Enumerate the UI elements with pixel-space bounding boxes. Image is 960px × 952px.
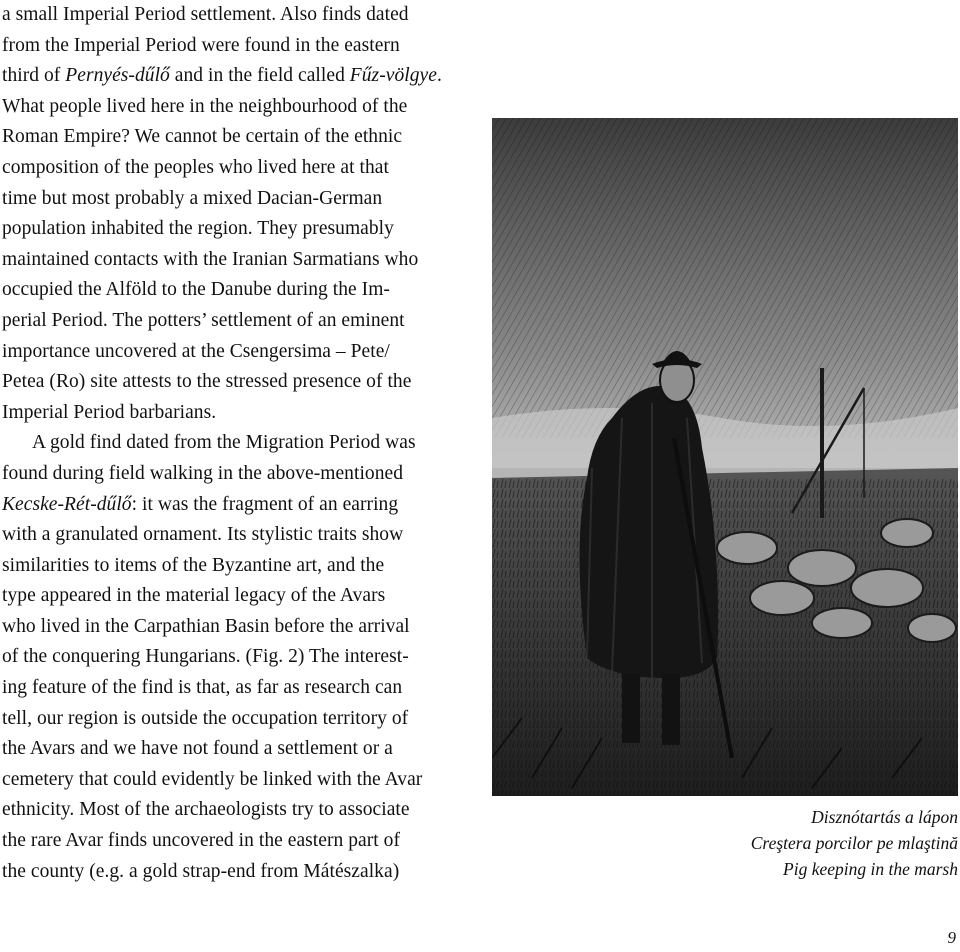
text-line (2, 734, 472, 765)
text-line (2, 520, 472, 551)
text-run: perial Period. The potters’ settlement of an eminent (2, 309, 405, 331)
text-line (2, 826, 472, 857)
text-line (2, 245, 472, 276)
text-run: Imperial Period barbarians. (2, 401, 217, 423)
text-run: . (436, 65, 442, 87)
body-text-column (2, 0, 472, 887)
caption-hungarian: Disznótartás a lápon (811, 807, 958, 827)
text-run: composition of the peoples who lived here at that (2, 156, 389, 178)
text-line (2, 92, 472, 123)
text-line (2, 0, 472, 31)
text-line (2, 306, 472, 337)
text-run: Petea (Ro) site attests to the stressed presence of the (2, 371, 412, 393)
text-run: : it was the fragment of an earring (131, 493, 399, 515)
text-run: who lived in the Carpathian Basin before the arrival (2, 615, 410, 637)
italic-place-name: Pernyés-dűlő (65, 65, 170, 87)
text-run: ethnicity. Most of the archaeologists try to associate (2, 799, 410, 821)
text-run: found during field walking in the above-mentioned (2, 462, 404, 484)
text-run: and in the field called (169, 65, 350, 87)
text-line (2, 153, 472, 184)
text-run: maintained contacts with the Iranian Sarmatians who (2, 248, 419, 270)
text-run: occupied the Alföld to the Danube during the Im- (2, 279, 390, 301)
text-line (2, 398, 472, 429)
text-run: A gold find dated from the Migration Period was (32, 432, 416, 454)
text-line (2, 642, 472, 673)
text-line (2, 337, 472, 368)
text-line (2, 795, 472, 826)
text-line (2, 367, 472, 398)
shepherd-pigs-marsh-engraving-icon (492, 118, 958, 796)
text-line (2, 184, 472, 215)
text-run: the Avars and we have not found a settlement or a (2, 738, 393, 760)
text-run: from the Imperial Period were found in the eastern (2, 34, 400, 56)
text-run: with a granulated ornament. Its stylistic traits show (2, 524, 404, 546)
text-run: of the conquering Hungarians. (Fig. 2) The interest- (2, 646, 409, 668)
text-line (2, 428, 472, 459)
text-line (2, 673, 472, 704)
text-line (2, 61, 472, 92)
text-line (2, 122, 472, 153)
page-number: 9 (947, 928, 956, 947)
text-run: a small Imperial Period settlement. Also finds dated (2, 4, 409, 25)
text-line (2, 612, 472, 643)
text-run: importance uncovered at the Csengersima – Pete/ (2, 340, 390, 362)
text-line (2, 704, 472, 735)
engraving-illustration (492, 118, 958, 796)
text-run: the county (e.g. a gold strap-end from Mátészalka) (2, 860, 400, 882)
caption-english: Pig keeping in the marsh (783, 859, 958, 879)
text-run: Roman Empire? We cannot be certain of the ethnic (2, 126, 403, 148)
text-run: type appeared in the material legacy of the Avars (2, 585, 386, 607)
text-line (2, 490, 472, 521)
text-line (2, 31, 472, 62)
text-line (2, 551, 472, 582)
text-run: third of (2, 65, 66, 87)
figure-caption (658, 804, 958, 882)
text-run: tell, our region is outside the occupation territory of (2, 707, 409, 729)
text-line (2, 765, 472, 796)
text-run: similarities to items of the Byzantine art, and the (2, 554, 385, 576)
text-line (2, 275, 472, 306)
text-run: time but most probably a mixed Dacian-German (2, 187, 383, 209)
text-run: What people lived here in the neighbourhood of the (2, 95, 408, 117)
text-line (2, 581, 472, 612)
text-run: ing feature of the find is that, as far as research can (2, 677, 403, 699)
italic-place-name: Fűz-völgye (349, 65, 437, 87)
text-line (2, 857, 472, 888)
italic-place-name: Kecske-Rét-dűlő (2, 493, 132, 515)
caption-romanian: Creştera porcilor pe mlaştină (750, 833, 958, 853)
text-line (2, 214, 472, 245)
text-run: population inhabited the region. They presumably (2, 218, 394, 240)
text-line (2, 459, 472, 490)
text-run: cemetery that could evidently be linked with the Avar (2, 768, 423, 790)
text-run: the rare Avar finds uncovered in the eastern part of (2, 830, 401, 852)
